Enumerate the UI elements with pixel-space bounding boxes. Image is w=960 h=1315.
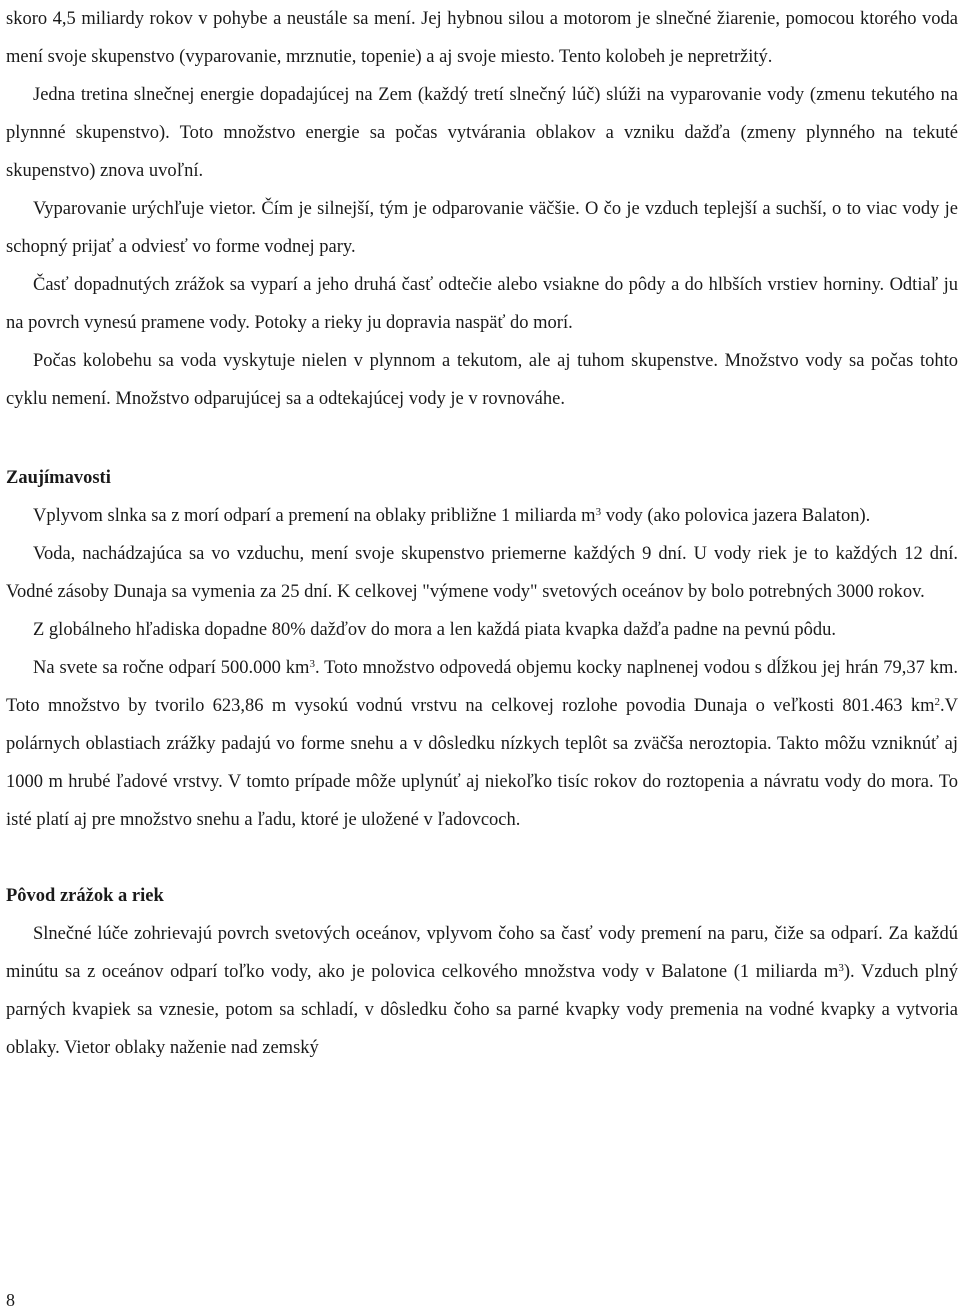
- zaujimavosti-paragraph-3: Z globálneho hľadiska dopadne 80% dažďov do mora a len každá piata kvapka dažďa padne na pevnú pôdu.: [33, 620, 837, 640]
- text-run: Vplyvom slnka sa z morí odparí a premení na oblaky približne 1 miliarda m: [33, 506, 596, 526]
- zaujimavosti-paragraph-4: [6, 649, 958, 839]
- zaujimavosti-paragraph-1: [6, 497, 958, 535]
- intro-paragraph-1: skoro 4,5 miliardy rokov v pohybe a neustále sa mení. Jej hybnou silou a motorom je slnečné žiarenie, pomocou ktorého voda mení svoje skupenstvo (vyparovanie, mrznutie, topenie) a aj svoje miesto. Tento kolobeh je nepretržitý.: [6, 9, 958, 67]
- text-run: ). Vzduch plný parných kvapiek sa vznesie, potom sa schladí, v dôsledku čoho sa parné kvapky vody premenia na vodné kvapky a vytvoria oblaky. Vietor oblaky naženie nad zemský: [6, 962, 958, 1058]
- zaujimavosti-paragraph-2: Voda, nachádzajúca sa vo vzduchu, mení svoje skupenstvo priemerne každých 9 dní. U vody riek je to každých 12 dní. Vodné zásoby Dunaja sa vymenia za 25 dní. K celkovej "výmene vody" svetových oceánov by bolo potrebných 3000 rokov.: [6, 544, 958, 602]
- section-spacer: [6, 839, 958, 877]
- superscript: 3: [309, 658, 315, 670]
- document-page: [6, 0, 958, 1067]
- text-run: vody (ako polovica jazera Balaton).: [601, 506, 871, 526]
- intro-paragraph-2: Jedna tretina slnečnej energie dopadajúcej na Zem (každý tretí slnečný lúč) slúži na vyparovanie vody (zmenu tekutého na plynnné skupenstvo). Toto množstvo energie sa počas vytvárania oblakov a vzniku dažďa (zmeny plynného na tekuté skupenstvo) znova uvoľní.: [6, 85, 958, 181]
- intro-paragraph-5: Počas kolobehu sa voda vyskytuje nielen v plynnom a tekutom, ale aj tuhom skupenstve. Množstvo vody sa počas tohto cyklu nemení. Množstvo odparujúcej sa a odtekajúcej vody je v rovnováhe.: [6, 351, 958, 409]
- text-run: .V polárnych oblastiach zrážky padajú vo forme snehu a v dôsledku nízkych teplôt sa zväčša neroztopia. Takto môžu vzniknúť aj 1000 m hrubé ľadové vrstvy. V tomto prípade môže uplynúť aj niekoľko tisíc rokov do roztopenia a návratu vody do mora. To isté platí aj pre množstvo snehu a ľadu, ktoré je uložené v ľadovcoch.: [6, 696, 958, 830]
- section-spacer: [6, 418, 958, 459]
- intro-paragraph-4: Časť dopadnutých zrážok sa vyparí a jeho druhá časť odtečie alebo vsiakne do pôdy a do hlbších vrstiev horniny. Odtiaľ ju na povrch vynesú pramene vody. Potoky a rieky ju dopravia naspäť do morí.: [6, 275, 958, 333]
- page-number: 8: [6, 1290, 15, 1310]
- section-heading-zaujimavosti: Zaujímavosti: [6, 468, 111, 488]
- text-run: Na svete sa ročne odparí 500.000 km: [33, 658, 310, 678]
- section-heading-povod: Pôvod zrážok a riek: [6, 886, 164, 906]
- intro-paragraph-3: Vyparovanie urýchľuje vietor. Čím je silnejší, tým je odparovanie väčšie. O čo je vzduch teplejší a suchší, o to viac vody je schopný prijať a odviesť vo forme vodnej pary.: [6, 199, 958, 257]
- superscript: 3: [838, 962, 844, 974]
- superscript: 2: [934, 696, 940, 708]
- text-run: . Toto množstvo odpovedá objemu kocky naplnenej vodou s dĺžkou jej hrán 79,37 km. Toto množstvo by tvorilo 623,86 m vysokú vodnú vrstvu na celkovej rozlohe povodia Dunaja o veľkosti 801.463 km: [6, 658, 958, 716]
- text-run: Slnečné lúče zohrievajú povrch svetových oceánov, vplyvom čoho sa časť vody premení na paru, čiže sa odparí. Za každú minútu sa z oceánov odparí toľko vody, ako je polovica celkového množstva vody v Balatone (1 miliarda m: [6, 924, 958, 982]
- superscript: 3: [595, 506, 602, 518]
- povod-paragraph-1: [6, 915, 958, 1067]
